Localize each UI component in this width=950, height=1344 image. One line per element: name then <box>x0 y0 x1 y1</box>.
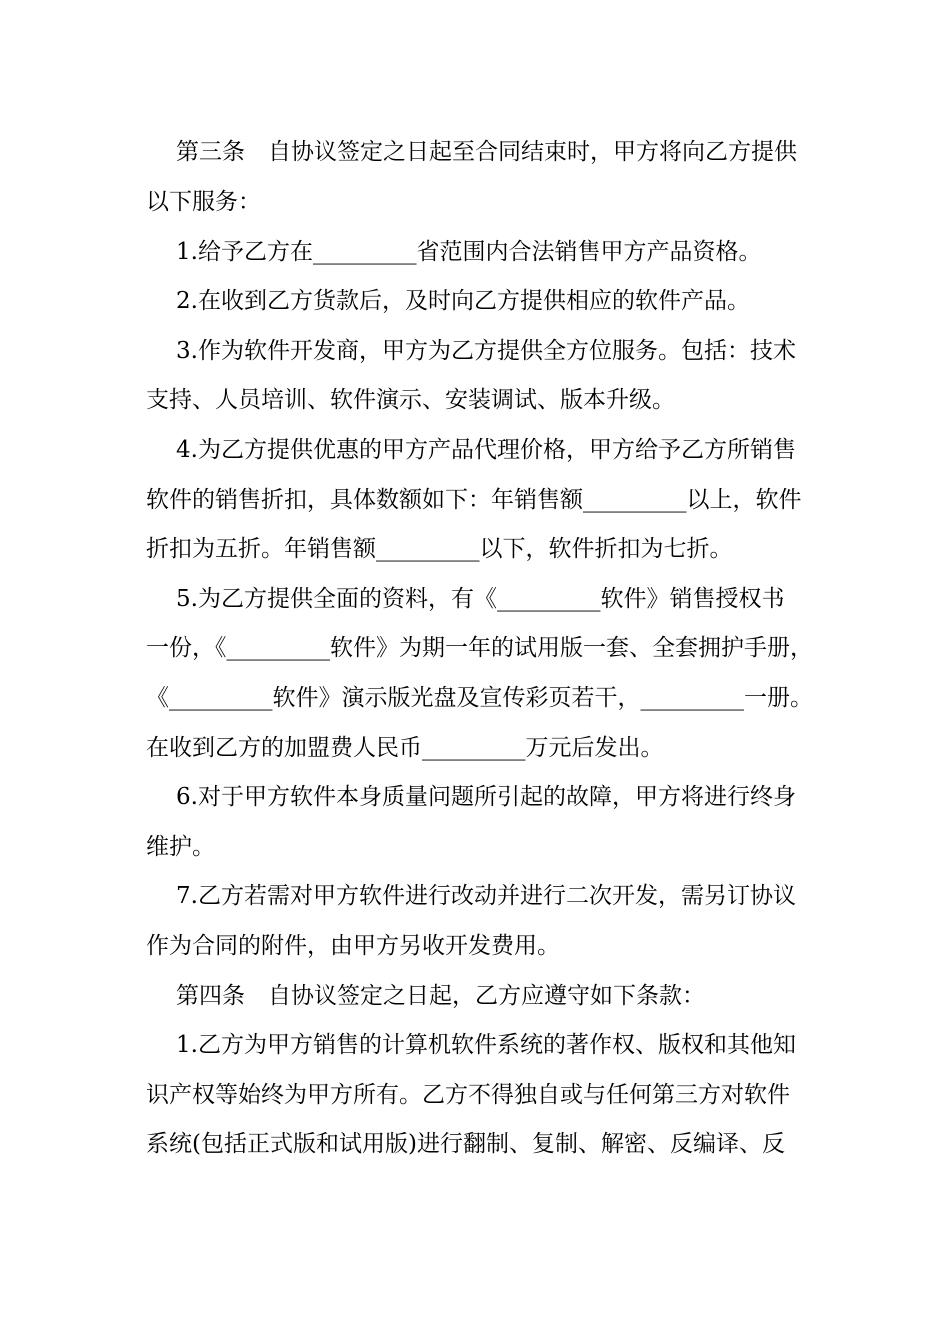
body-text-line: 《_________软件》演示版光盘及宣传彩页若干，_________一册。 <box>146 685 813 711</box>
clause-3-item-5: 5.为乙方提供全面的资料，有《_________软件》销售授权书 <box>176 586 785 612</box>
clause-3-item-7: 7.乙方若需对甲方软件进行改动并进行二次开发，需另订协议 <box>176 883 796 909</box>
clause-4-item-1: 1.乙方为甲方销售的计算机软件系统的著作权、版权和其他知 <box>176 1032 796 1058</box>
body-text-line: 识产权等始终为甲方所有。乙方不得独自或与任何第三方对软件 <box>146 1082 790 1108</box>
body-text-line: 软件的销售折扣，具体数额如下：年销售额_________以上，软件 <box>146 487 802 513</box>
body-text-line: 维护。 <box>146 834 215 860</box>
clause-3-item-1: 1.给予乙方在_________省范围内合法销售甲方产品资格。 <box>176 239 762 265</box>
body-text-line: 折扣为五折。年销售额_________以下，软件折扣为七折。 <box>146 536 733 562</box>
article-3-heading: 第三条 自协议签定之日起至合同结束时，甲方将向乙方提供 <box>176 139 797 165</box>
body-text-line: 以下服务： <box>146 189 261 215</box>
body-text-line: 作为合同的附件，由甲方另收开发费用。 <box>146 933 560 959</box>
body-text-line: 支持、人员培训、软件演示、安装调试、版本升级。 <box>146 387 675 413</box>
clause-3-item-4: 4.为乙方提供优惠的甲方产品代理价格，甲方给予乙方所销售 <box>176 437 796 463</box>
clause-3-item-6: 6.对于甲方软件本身质量问题所引起的故障，甲方将进行终身 <box>176 784 796 810</box>
body-text-line: 系统(包括正式版和试用版)进行翻制、复制、解密、反编译、反 <box>146 1131 785 1157</box>
clause-3-item-3: 3.作为软件开发商，甲方为乙方提供全方位服务。包括：技术 <box>176 338 796 364</box>
article-4-heading: 第四条 自协议签定之日起，乙方应遵守如下条款： <box>176 983 705 1009</box>
body-text-line: 一份，《_________软件》为期一年的试用版一套、全套拥护手册， <box>146 635 813 661</box>
body-text-line: 在收到乙方的加盟费人民币_________万元后发出。 <box>146 735 664 761</box>
clause-3-item-2: 2.在收到乙方货款后，及时向乙方提供相应的软件产品。 <box>176 288 750 314</box>
